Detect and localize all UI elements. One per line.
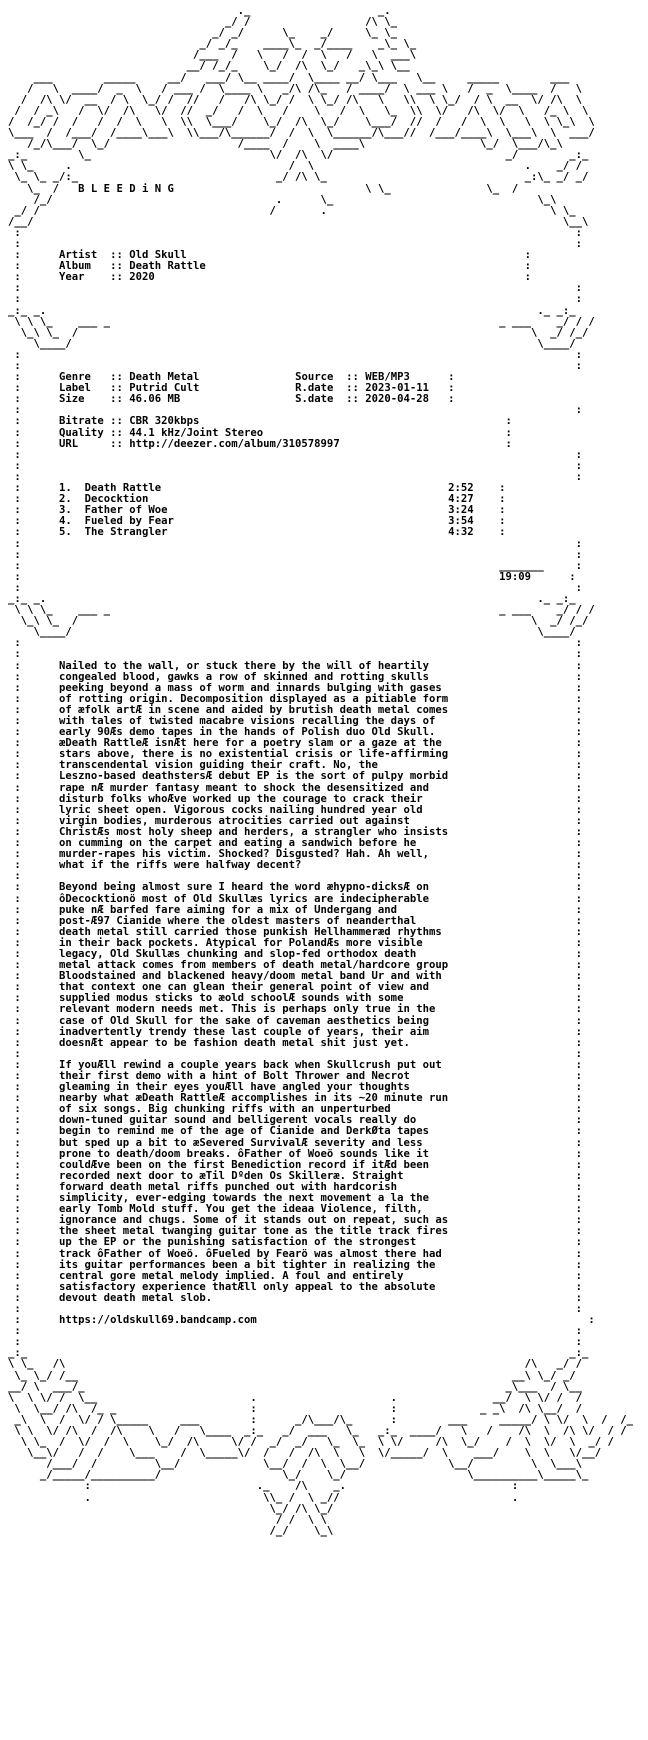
frame-edge: :: [8, 1214, 60, 1227]
frame-edge: :: [575, 825, 583, 838]
review-line: virgin bodies, murderous atrocities carried out against: [59, 814, 410, 827]
frame-edge: :: [575, 737, 583, 750]
frame-edge: : :: [14, 482, 506, 506]
frame-edge: :: [8, 803, 60, 816]
frame-edge: :: [8, 1136, 60, 1149]
frame-edge: :: [8, 715, 60, 727]
genre-value: Death Metal: [129, 371, 200, 384]
album-label: Album ::: [59, 260, 130, 273]
frame-edge: :: [575, 726, 583, 739]
frame-edge: :: [8, 1147, 60, 1160]
review-line: supplied modus sticks to æold schoolÆ sounds with some: [59, 992, 404, 1005]
frame-edge: :: [8, 1203, 60, 1216]
track-number: 3.: [59, 504, 72, 517]
year-label: Year ::: [59, 271, 130, 284]
frame-edge: :: [575, 1070, 583, 1082]
review-line: central gore metal melody implied. A foul and entirely: [59, 1269, 404, 1282]
frame-edge: :: [8, 1158, 60, 1171]
frame-edge: :: [575, 1114, 583, 1127]
frame-edge: :: [8, 792, 60, 805]
frame-edge: :: [8, 914, 60, 927]
frame-edge: : :: [14, 870, 583, 883]
frame-edge: :: [575, 1247, 583, 1260]
album-value: Death Rattle: [129, 260, 206, 273]
frame-edge: :: [575, 1036, 583, 1049]
frame-edge: :: [575, 1214, 583, 1227]
frame-edge: :: [8, 1103, 60, 1116]
frame-edge: : :: [14, 1047, 583, 1060]
frame-edge: :: [8, 681, 60, 694]
track-number: 1.: [59, 482, 72, 495]
review-line: æDeath RattleÆ isnÆt here for a poetry slam or a gaze at the: [59, 737, 442, 750]
review-line: early 90Æs demo tapes in the hands of Polish duo Old Skull.: [59, 726, 436, 739]
frame-edge: : : :: [14, 1302, 583, 1327]
frame-edge: :: [8, 1070, 60, 1082]
frame-edge: :: [8, 848, 60, 861]
review-line: inadvertently trendy these last couple of years, their aim: [59, 1025, 429, 1038]
frame-edge: :: [575, 715, 583, 727]
frame-edge: :: [575, 1180, 583, 1193]
track-title: Father of Woe: [84, 504, 168, 517]
size-value: 46.06 MB: [129, 393, 181, 406]
frame-edge: :: [575, 792, 583, 805]
frame-edge: : : : : :: [14, 1314, 595, 1349]
review-line: of rotting origin. Decomposition displayed as a pitiable form: [59, 692, 449, 705]
review-line: track ôFather of Woeö. ôFueled by Fearö was almost there had: [59, 1247, 442, 1260]
frame-edge: :: [8, 670, 60, 683]
review-line: congealed blood, gawks a row of skinned and rotting skulls: [59, 670, 429, 683]
review-line: its guitar performances been a bit tighter in realizing the: [59, 1258, 436, 1271]
review-line: Leszno-based deathstersÆ debut EP is the sort of pulpy morbid: [59, 770, 449, 783]
frame-edge: :: [575, 681, 583, 694]
review-line: up the EP or the punishing satisfaction of the strongest: [59, 1236, 417, 1249]
frame-edge: :: [575, 1014, 583, 1027]
review-line: doesnÆt appear to be fashion death metal shit just yet.: [59, 1036, 410, 1049]
frame-edge: :: [8, 737, 60, 750]
review-line: with tales of twisted macabre visions recalling the days of: [59, 715, 436, 727]
record-label-value: Putrid Cult: [129, 382, 200, 395]
frame-edge: :: [575, 692, 583, 705]
frame-edge: :: [8, 892, 60, 905]
review-line: Nailed to the wall, or stuck there by the will of heartily: [59, 659, 429, 672]
frame-edge: : :: [14, 260, 532, 284]
frame-edge: :: [8, 1081, 60, 1094]
rdate-label: R.date ::: [295, 382, 366, 395]
ascii-frame-top-right: \ \_ \_ / /_/ . \_ \_\ _/ / / . \ \_ /__/ \__\ : : : : :: [8, 182, 589, 262]
track-title: Death Rattle: [84, 482, 162, 495]
frame-edge: :: [575, 1058, 583, 1071]
frame-edge: :: [575, 1158, 583, 1171]
frame-edge: :: [8, 726, 60, 739]
frame-edge: :: [575, 914, 583, 927]
frame-edge: :: [8, 814, 60, 827]
frame-edge: :: [8, 859, 60, 872]
frame-edge: : :: [14, 426, 512, 450]
quality-label: Quality ::: [59, 426, 130, 439]
frame-edge: :: [8, 1114, 60, 1127]
review-line: recorded next door to æTil Dºden Os Skilleræ. Straight: [59, 1169, 404, 1182]
frame-edge: :: [575, 1225, 583, 1238]
review-line: prone to death/doom breaks. ôFather of Woeö sounds like it: [59, 1147, 429, 1160]
record-label-label: Label ::: [59, 382, 130, 395]
bandcamp-link[interactable]: https://oldskull69.bandcamp.com: [59, 1314, 257, 1327]
frame-edge: : :: [14, 382, 455, 406]
frame-edge: :: [8, 1058, 60, 1071]
review-line: ignorance and chugs. Some of it stands out on repeat, such as: [59, 1214, 449, 1227]
nfo-text: [8, 6, 633, 1537]
review-line: If youÆll rewind a couple years back when Skullcrush put out: [59, 1058, 442, 1071]
review-line: post-Æ97 Cianide where the oldest masters of neanderthal: [59, 914, 417, 927]
frame-edge: :: [8, 1092, 60, 1105]
frame-edge: :: [8, 903, 60, 916]
frame-edge: :: [575, 781, 583, 794]
frame-edge: :: [575, 1092, 583, 1105]
review-line: satisfactory experience thatÆll only appeal to the absolute: [59, 1280, 436, 1293]
frame-edge: :: [575, 670, 583, 683]
frame-edge: :: [8, 1192, 60, 1205]
frame-edge: :: [8, 703, 60, 716]
review-line: the sheet metal twanging guitar tone as the title track fires: [59, 1225, 449, 1238]
source-label: Source ::: [295, 371, 366, 384]
frame-edge: :: [575, 1003, 583, 1016]
frame-edge: :: [575, 1203, 583, 1216]
frame-edge: :: [575, 1103, 583, 1116]
frame-edge: :: [575, 848, 583, 861]
frame-edge: :: [575, 1236, 583, 1249]
review-line: simplicity, ever-edging towards the next movement a la the: [59, 1192, 429, 1205]
size-label: Size ::: [59, 393, 130, 406]
frame-edge: :: [575, 1081, 583, 1094]
review-line: gleaming in their eyes youÆll have angled your thoughts: [59, 1081, 410, 1094]
frame-edge: :: [8, 837, 60, 850]
review-line: puke nÆ barfed fare aiming for a mix of Undergang and: [59, 903, 398, 916]
review-line: couldÆve been on the first Benediction record if itÆd been: [59, 1158, 429, 1171]
review-line: begin to remind me of the age of Cianide and DerkØta tapes: [59, 1125, 429, 1138]
frame-edge: :: [8, 759, 60, 772]
frame-edge: :: [8, 1225, 60, 1238]
frame-edge: :: [575, 959, 583, 972]
frame-edge: :: [575, 1169, 583, 1182]
frame-edge: :: [8, 1180, 60, 1193]
track-time: 3:54: [448, 515, 474, 528]
frame-edge: :: [8, 1291, 60, 1304]
frame-edge: :: [575, 1280, 583, 1293]
frame-edge: :: [575, 1025, 583, 1038]
track-title: The Strangler: [84, 526, 168, 539]
frame-edge: :: [8, 692, 60, 705]
frame-edge: : :: [14, 504, 506, 528]
frame-edge: : :: [14, 415, 512, 439]
review-paragraph-3: [8, 1059, 582, 1304]
rdate-value: 2023-01-11: [365, 382, 430, 395]
frame-edge: :: [575, 837, 583, 850]
frame-edge: :: [8, 748, 60, 761]
url-value[interactable]: http://deezer.com/album/310578997: [129, 437, 340, 450]
track-number: 4.: [59, 515, 72, 528]
review-line: lyric sheet open. Vigorous cocks nailing hundred year old: [59, 803, 423, 816]
review-line: stars above, there is no existential crisis or life-affirming: [59, 748, 449, 761]
frame-edge: :: [575, 992, 583, 1005]
genre-label: Genre ::: [59, 371, 130, 384]
frame-edge: :: [575, 970, 583, 983]
review-line: that context one can glean their general point of view and: [59, 981, 429, 994]
review-line: on cumming on the carpet and eating a sandwich before he: [59, 837, 417, 850]
frame-edge: :: [8, 1247, 60, 1260]
frame-edge: :: [8, 1280, 60, 1293]
url-label: URL ::: [59, 437, 130, 450]
frame-edge: :: [8, 781, 60, 794]
track-time: 4:27: [448, 493, 474, 506]
frame-edge: : :: [14, 371, 455, 395]
quality-value: 44.1 kHz/Joint Stereo: [129, 426, 264, 439]
frame-edge: :: [575, 759, 583, 772]
frame-edge: :: [8, 659, 60, 672]
review-line: down-tuned guitar sound and belligerent vocals really do: [59, 1114, 417, 1127]
review-line: case of Old Skull for the sake of caveman aesthetics being: [59, 1014, 429, 1027]
review-line: Beyond being almost sure I heard the word æhypno-dicksÆ on: [59, 881, 429, 894]
review-line: relevant modern needs met. This is perhaps only true in the: [59, 1003, 436, 1016]
frame-edge: :: [8, 992, 60, 1005]
ascii-logo-bottom: _:_ _:_ \ \_ /\ /\ _/ / \_ \_/ /__ __\ \_/ _/ __/ \ ___/_ _\___ / \__ \ \ \/ / \__ . . __/ \ \/ / / \ \__/ /\ /_ _ : : _ _\ /\ \__/ / _\ \ / \/ / \_____ ___ : _/\___/\_ : ___ _____/ \ \/ \ / /_ \ \ \/ /\ / /\ \ / \____ _:_ _/ ___ \_ _:_ ____/ \ / /\ \ /\ \/ / / \ \_ / \/ / \ \_/ /\ \/ / _/ _/ \_ \_ \ \/ /\ \_/ / \ \/ \ _/ / \__\/ / / \___ / \_____\/ / / /\ \ \ \/_____/ \ ___/ \ \ \/__/ /___/ / \__/ \__/ / \ \__/ \__/ \ \___\ _/_____/__________/ \_/ \_/ \__________\_____\_ : ._ /\ _. : . \\_ / \ _// . \_/ /\ \_/ / / \ \ /_/ \_\: [8, 1347, 634, 1537]
frame-edge: :: [8, 825, 60, 838]
frame-edge: :: [575, 859, 583, 872]
track-number: 5.: [59, 526, 72, 539]
review-line: murder-rapes his victim. Shocked? Disgusted? Hah. Ah well,: [59, 848, 429, 861]
frame-edge: : :: [14, 515, 506, 539]
track-time: 2:52: [448, 482, 474, 495]
frame-edge: :: [575, 770, 583, 783]
frame-edge: :: [575, 703, 583, 716]
review-line: forward death metal riffs punched out with hardcorish: [59, 1180, 398, 1193]
review-line: what if the riffs were halfway decent?: [59, 859, 302, 872]
frame-edge: :: [8, 925, 60, 938]
review-line: but sped up a bit to æSevered SurvivalÆ severity and less: [59, 1136, 423, 1149]
review-line: of six songs. Big chunking riffs with an unperturbed: [59, 1103, 391, 1116]
frame-edge: :: [8, 981, 60, 994]
track-number: 2.: [59, 493, 72, 506]
source-value: WEB/MP3: [365, 371, 410, 384]
review-line: ôDecocktionö most of Old Skullæs lyrics are indecipherable: [59, 892, 429, 905]
frame-edge: : :: [14, 249, 532, 273]
frame-edge: : : : : : : : :: [14, 437, 583, 495]
frame-edge: :: [8, 1014, 60, 1027]
frame-edge: :: [8, 1025, 60, 1038]
frame-edge: :: [575, 1291, 583, 1304]
frame-edge: :: [575, 1125, 583, 1138]
review-paragraph-1: [8, 660, 582, 872]
frame-edge: :: [575, 892, 583, 905]
review-line: devout death metal slob.: [59, 1291, 213, 1304]
frame-edge: :: [8, 1036, 60, 1049]
review-line: death metal still carried those punkish Hellhammeræd rhythms: [59, 925, 442, 938]
total-time: 19:09: [499, 570, 532, 583]
frame-edge: :: [8, 936, 60, 949]
frame-edge: :: [8, 770, 60, 783]
frame-edge: :: [8, 1169, 60, 1182]
frame-edge: :: [8, 947, 60, 960]
frame-edge: :: [575, 748, 583, 761]
ascii-logo-top: ._ _. _/ / /\ \_ _/ _/ \_ _/ \_ \_ _/ _/_ ____\_ _/____ _\_ \_ /___ / \ / / \ / \ ___\ __/ /_/_ \_/ /\ \_/ _\_\ \__ ___ _____ __/ ___/ \__ ____/ \____ __/ \___ \__ _____ ___ / \ ____/ _ \ / ___ / \____ \ _/\ /\_ / ____/ \ ___ \ / _ \____ / \ / /\ \/ __ / \ \_/ / // / /\ \_/ / \ \_/ /\ \ \\ \ \_/ / \ __ \/ /\ \ / / _\ / \/ /\ \/ // _/ / \ / \ / \ \_ \\ \/ /\ \/ \ /_ \ \ / /_/ / / / / \ \ \\ \___/ \_/ /\ \_/ \___/ // / / \ \ \ \ \_\ \ \___ / /___/ /____\___\ \\___/\______/ / \ \______/\___// /___/____\ \___\ \ ___/ /_/\___/ \_/ /____ / \ ____\ \_/ \___/\_\ _:_ \_ \/ /\ \/ _/ _:_ \ \_ . / \ . _/ / \_ \_ _/:_ _/ /\ \_ _:\_ _/ _/ \_ /: [8, 5, 595, 195]
artist-label: Artist ::: [59, 249, 130, 262]
frame-edge: :: [575, 803, 583, 816]
review-line: legacy, Old Skullæs chunking and slop-fed orthodox death: [59, 947, 417, 960]
frame-edge: :: [8, 1236, 60, 1249]
review-line: their first demo with a hint of Bolt Thrower and Necrot: [59, 1070, 410, 1082]
review-line: peeking beyond a mass of worm and innards bulging with gases: [59, 681, 442, 694]
track-time: 3:24: [448, 504, 474, 517]
frame-edge: :: [575, 1258, 583, 1271]
review-line: transcendental vision guiding their craft. No, the: [59, 759, 378, 772]
frame-edge: : : : _:_ _. ._ _:_ \ \ \_ ___ _ _ ___ _/ / / \_\ \_ / \ _/ /_/ \____/ \____/ : : : :: [8, 570, 595, 661]
frame-edge: :: [8, 1269, 60, 1282]
sdate-label: S.date ::: [295, 393, 366, 406]
review-line: rape nÆ murder fantasy meant to shock the desensitized and: [59, 781, 429, 794]
frame-edge: :: [8, 1258, 60, 1271]
frame-edge: :: [575, 936, 583, 949]
frame-edge: :: [8, 970, 60, 983]
frame-edge: :: [8, 1003, 60, 1016]
bitrate-label: Bitrate ::: [59, 415, 130, 428]
review-line: disturb folks whoÆve worked up the courage to crack their: [59, 792, 423, 805]
frame-edge: : :: [14, 493, 506, 517]
review-line: nearby what æDeath RattleÆ accomplishes in its ~20 minute run: [59, 1092, 449, 1105]
bitrate-value: CBR 320kbps: [129, 415, 200, 428]
review-line: ChristÆs most holy sheep and herders, a strangler who insists: [59, 825, 449, 838]
year-value: 2020: [129, 271, 155, 284]
frame-edge: :: [575, 1136, 583, 1149]
frame-edge: : : : : : _:_ _. ._ _:_ \ \ \_ ___ _ _ ___ _/ / / \_\ \_ / \ _/ /_/ \____/ \____/ : : : : :: [8, 271, 595, 384]
frame-edge: :: [8, 1125, 60, 1138]
frame-edge: : : : : : : _______ : :: [14, 526, 583, 583]
frame-edge: :: [8, 959, 60, 972]
review-line: metal attack comes from members of death metal/hardcore group: [59, 959, 449, 972]
review-line: Bloodstained and blackened heavy/doom metal band Ur and with: [59, 970, 442, 983]
review-line: early Tomb Mold stuff. You get the ideaa Violence, filth,: [59, 1203, 423, 1216]
frame-edge: :: [575, 1269, 583, 1282]
artist-value: Old Skull: [129, 249, 187, 262]
frame-edge: :: [575, 1147, 583, 1160]
frame-edge: :: [8, 881, 60, 894]
frame-edge: :: [575, 1192, 583, 1205]
review-line: of æfolk artÆ in scene and aided by brutish death metal comes: [59, 703, 449, 716]
frame-edge: :: [575, 981, 583, 994]
frame-edge: :: [575, 659, 583, 672]
review-paragraph-2: [8, 881, 582, 1048]
frame-edge: :: [575, 814, 583, 827]
review-line: in their back pockets. Atypical for PolandÆs more visible: [59, 936, 423, 949]
frame-edge: :: [575, 925, 583, 938]
track-title: Decocktion: [84, 493, 149, 506]
frame-edge: :: [575, 947, 583, 960]
track-title: Fueled by Fear: [84, 515, 174, 528]
frame-edge: : : : :: [14, 393, 583, 428]
frame-edge: :: [575, 881, 583, 894]
sdate-value: 2020-04-28: [365, 393, 430, 406]
release-title: B L E E D i N G: [78, 182, 174, 195]
frame-edge: :: [575, 903, 583, 916]
track-time: 4:32: [448, 526, 474, 539]
